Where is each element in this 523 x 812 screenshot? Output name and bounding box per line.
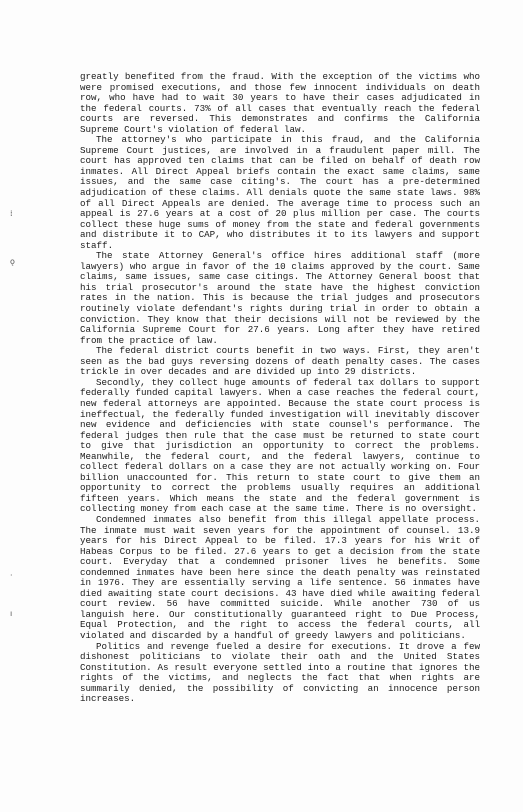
paragraph: Politics and revenge fueled a desire for executions. It drove a few dishonest politicians to violate their oath and the United States Constitution. As result everyone settled into a routine that ignores the rights of the victims, and neglects the fact that when rights are summarily denied, the possibility of convicting an innocence person increases. <box>80 640 480 705</box>
paragraph: Secondly, they collect huge amounts of federal tax dollars to support federally funded capital lawyers. When a case reaches the federal court, new federal attorneys are appointed. Because the state court process is ineffectual, the federally funded investigation will inevitably discover new evidence and deficiencies with state counsel's performance. The federal judges then rule that the case must be returned to state court to give that jurisdiction an opportunity to correct the problems. Meanwhile, the federal court, and the federal lawyers, continue to collect federal dollars on a case they are not actually working on. Four billion unaccounted for. This return to state court to give them an opportunity to correct the problems usually requires an additional fifteen years. Which means the state and the federal government is collecting money from each case at the same time. There is no oversight. <box>80 376 480 515</box>
paragraph: The state Attorney General's office hires additional staff (more lawyers) who argue in favor of the 10 claims approved by the court. Same claims, same issues, same case citings. The Attorney General boost that his trial prosecutor's around the state have the highest conviction rates in the nation. This is because the trial judges and prosecutors routinely violate defendant's rights during trial in order to obtain a conviction. They know that their decisions will not be reviewed by the California Supreme Court for 27.6 years. Long after they have retired from the practice of law. <box>80 250 480 346</box>
scan-margin-mark: ⁞ <box>10 209 13 218</box>
paragraph: Condemned inmates also benefit from this illegal appellate process. The inmate must wait seven years for the appointment of counsel. 13.9 years for his Direct Appeal to be filed. 17.3 years for his Writ of Habeas Corpus to be filed. 27.6 years to get a decision from the state court. Everyday that a condemned prisoner lives he benefits. Some condemned inmates have been here since the death penalty was reinstated in 1976. They are essentially serving a life sentence. 56 inmates have died awaiting state court decisions. 43 have died while awaiting federal court review. 56 have committed suicide. While another 730 of us languish here. Our constitutionally guaranteed right to Due Process, Equal Protection, and the right to access the federal courts, all violated and discarded by a handful of greedy lawyers and politicians. <box>80 513 480 641</box>
scan-margin-mark: · <box>10 571 13 580</box>
paragraph: greatly benefited from the fraud. With the exception of the victims who were promised executions, and those few innocent individuals on death row, who have had to wait 30 years to have their cases adjudicated in the federal courts. 73% of all cases that eventually reach the federal courts are reversed. This demonstrates and confirms the California Supreme Court's violation of federal law. <box>80 71 480 135</box>
document-body <box>80 72 480 705</box>
scan-margin-mark: ǫ <box>10 257 15 266</box>
scan-margin-mark: ı <box>10 609 13 618</box>
paragraph: The federal district courts benefit in two ways. First, they aren't seen as the bad guys reversing dozens of death penalty cases. The cases trickle in over decades and are divided up into 29 districts. <box>80 345 480 378</box>
paragraph: The attorney's who participate in this fraud, and the California Supreme Court justices, are involved in a fraudulent paper mill. The court has approved ten claims that can be filed on behalf of death row inmates. All Direct Appeal briefs contain the exact same claims, same issues, and the same case citing's. The court has a pre-determined adjudication of these claims. All denials quote the same state laws. 98% of all Direct Appeals are denied. The average time to process such an appeal is 27.6 years at a cost of 20 plus million per case. The courts collect these huge sums of money from the state and federal governments and distribute it to CAP, who distributes it to its lawyers and support staff. <box>80 134 480 251</box>
